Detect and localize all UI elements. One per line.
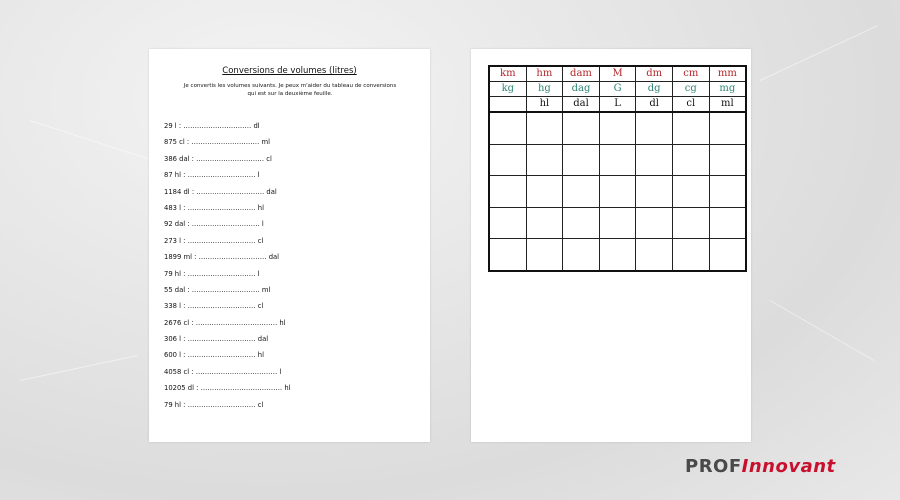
empty-cell [489,239,526,271]
empty-cell [563,112,600,144]
empty-cell [709,112,746,144]
empty-cell [709,239,746,271]
unit-cell: hm [526,66,563,82]
mass-units-row [489,82,746,97]
unit-cell: dg [636,82,673,97]
empty-table-row [489,239,746,271]
empty-cell [526,176,563,208]
empty-cell [709,176,746,208]
unit-cell: dag [563,82,600,97]
empty-cell [563,176,600,208]
volume-units-row [489,97,746,113]
unit-cell: cl [672,97,709,113]
empty-cell [672,239,709,271]
empty-cell [489,207,526,239]
exercise-item: 10205 dl : ……………………………… hl [164,384,291,393]
exercise-item: 1899 ml : ………………………… dal [164,253,280,262]
empty-cell [599,144,636,176]
unit-cell: dam [563,66,600,82]
empty-cell [563,144,600,176]
unit-cell: dl [636,97,673,113]
unit-cell: hg [526,82,563,97]
unit-cell: dal [563,97,600,113]
worksheet-instruction: Je convertis les volumes suivants. Je peux m'aider du tableau de conversions qui est sur la deuxième feuille. [183,83,397,97]
empty-cell [526,112,563,144]
unit-cell: M [599,66,636,82]
worksheet-page-1 [149,49,430,442]
exercise-item: 386 dal : ………………………… cl [164,154,272,163]
empty-cell [636,112,673,144]
exercise-item: 1184 dl : ………………………… dal [164,187,277,196]
background-crease [770,300,874,361]
unit-cell: kg [489,82,526,97]
unit-cell: G [599,82,636,97]
empty-cell [563,207,600,239]
exercise-item: 29 l : ………………………… dl [164,122,260,130]
worksheet-page-2 [471,49,751,442]
exercise-item: 600 l : ………………………… hl [164,351,264,360]
exercise-item: 273 l : ………………………… cl [164,236,264,245]
empty-cell [672,112,709,144]
empty-cell [709,207,746,239]
exercise-item: 79 hl : ………………………… l [164,269,260,278]
empty-cell [599,239,636,271]
empty-cell [563,239,600,271]
empty-cell [636,144,673,176]
empty-cell [599,112,636,144]
empty-cell [489,112,526,144]
empty-table-row [489,176,746,208]
exercise-item: 306 l : ………………………… dal [164,335,269,344]
empty-cell [672,207,709,239]
unit-cell: dm [636,66,673,82]
exercise-item: 4058 cl : ……………………………… l [164,367,282,376]
exercise-item: 87 hl : ………………………… l [164,171,260,180]
unit-cell: mm [709,66,746,82]
empty-cell [672,144,709,176]
background-crease [30,120,163,164]
empty-cell [489,176,526,208]
empty-cell [636,176,673,208]
unit-cell: L [599,97,636,113]
empty-cell [526,144,563,176]
worksheet-title: Conversions de volumes (litres) [222,66,357,76]
empty-cell [526,207,563,239]
unit-cell: hl [526,97,563,113]
unit-cell: cm [672,66,709,82]
empty-cell [672,176,709,208]
empty-cell [636,207,673,239]
logo-part-prof: PROF [685,456,742,477]
empty-cell [709,144,746,176]
length-units-row [489,66,746,82]
unit-cell: mg [709,82,746,97]
empty-table-row [489,144,746,176]
empty-cell [526,239,563,271]
background-crease [20,355,138,381]
exercise-list [164,122,291,417]
empty-table-row [489,207,746,239]
logo-part-innovant: Innovant [741,456,836,477]
exercise-item: 2676 cl : ……………………………… hl [164,318,286,327]
exercise-item: 338 l : ………………………… cl [164,302,264,311]
unit-cell: ml [709,97,746,113]
profinnovant-logo [685,456,836,477]
empty-cell [599,207,636,239]
exercise-item: 79 hl : ………………………… cl [164,400,264,409]
exercise-item: 483 l : ………………………… hl [164,203,264,212]
exercise-item: 92 dal : ………………………… l [164,220,264,229]
empty-cell [599,176,636,208]
conversion-table [488,65,747,272]
empty-table-row [489,112,746,144]
exercise-item: 55 dal : ………………………… ml [164,285,271,294]
empty-cell [636,239,673,271]
unit-cell: cg [672,82,709,97]
unit-cell [489,97,526,113]
exercise-item: 875 cl : ………………………… ml [164,138,271,147]
unit-cell: km [489,66,526,82]
empty-cell [489,144,526,176]
background-crease [760,25,878,81]
